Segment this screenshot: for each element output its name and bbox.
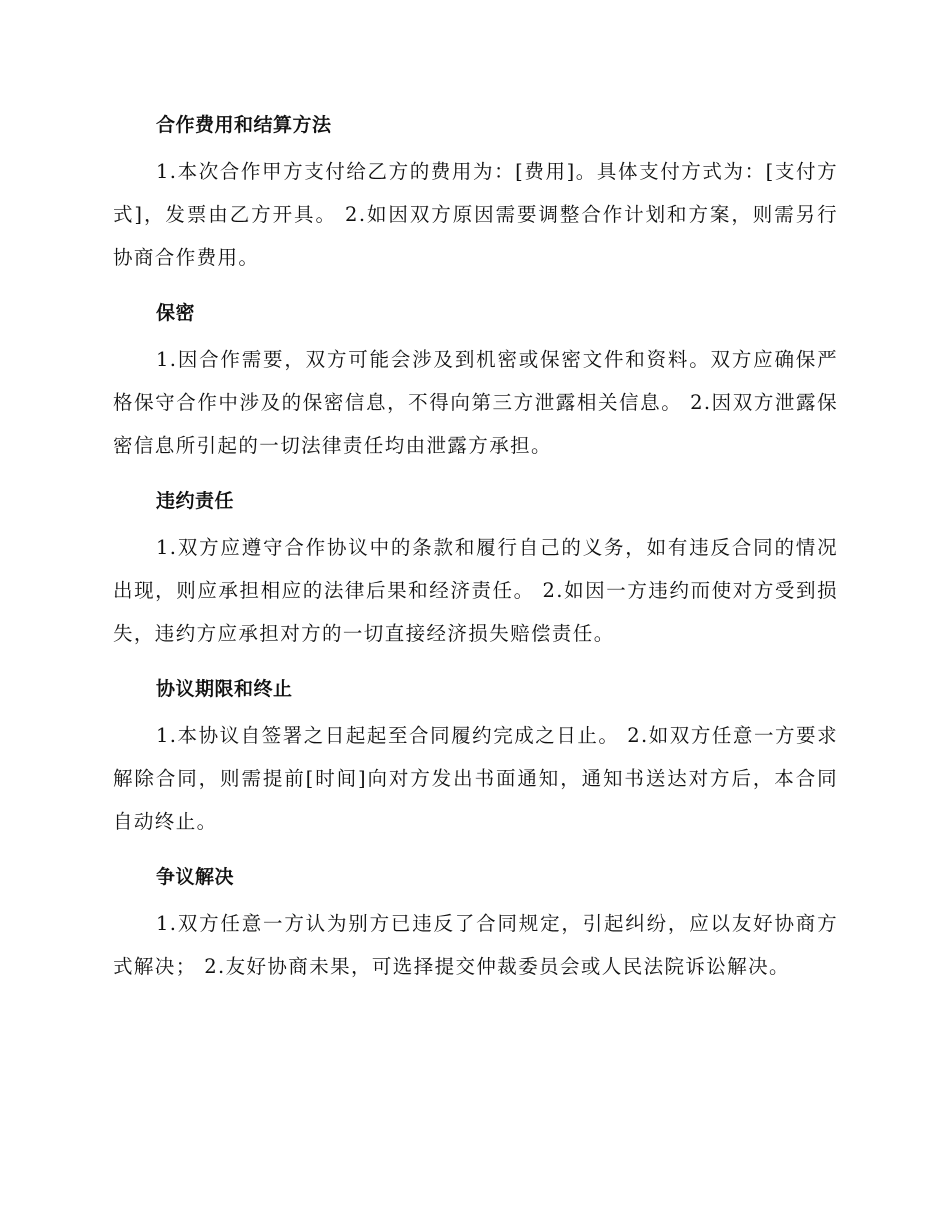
section-fees bbox=[113, 110, 838, 279]
section-dispute bbox=[113, 862, 838, 988]
section-heading: 合作费用和结算方法 bbox=[156, 114, 332, 136]
section-paragraph: 1.双方任意一方认为别方已违反了合同规定，引起纠纷，应以友好协商方式解决； 2.友好协商未果，可选择提交仲裁委员会或人民法院诉讼解决。 bbox=[113, 912, 838, 978]
section-heading: 争议解决 bbox=[156, 866, 235, 888]
section-term bbox=[113, 674, 838, 843]
section-paragraph: 1.双方应遵守合作协议中的条款和履行自己的义务，如有违反合同的情况出现，则应承担相应的法律后果和经济责任。 2.如因一方违约而使对方受到损失，违约方应承担对方的一切直接经济损失赔偿责任。 bbox=[113, 536, 838, 645]
section-paragraph: 1.因合作需要，双方可能会涉及到机密或保密文件和资料。双方应确保严格保守合作中涉及的保密信息，不得向第三方泄露相关信息。 2.因双方泄露保密信息所引起的一切法律责任均由泄露方承担。 bbox=[113, 348, 838, 457]
section-confidentiality bbox=[113, 298, 838, 467]
section-paragraph: 1.本协议自签署之日起起至合同履约完成之日止。 2.如双方任意一方要求解除合同，则需提前[时间]向对方发出书面通知，通知书送达对方后，本合同自动终止。 bbox=[113, 724, 838, 833]
document-page bbox=[113, 110, 838, 1007]
section-breach bbox=[113, 486, 838, 655]
section-heading: 违约责任 bbox=[156, 490, 235, 512]
section-heading: 保密 bbox=[156, 302, 196, 324]
section-paragraph: 1.本次合作甲方支付给乙方的费用为：[费用]。具体支付方式为：[支付方式]，发票由乙方开具。 2.如因双方原因需要调整合作计划和方案，则需另行协商合作费用。 bbox=[113, 160, 838, 269]
section-heading: 协议期限和终止 bbox=[156, 678, 293, 700]
